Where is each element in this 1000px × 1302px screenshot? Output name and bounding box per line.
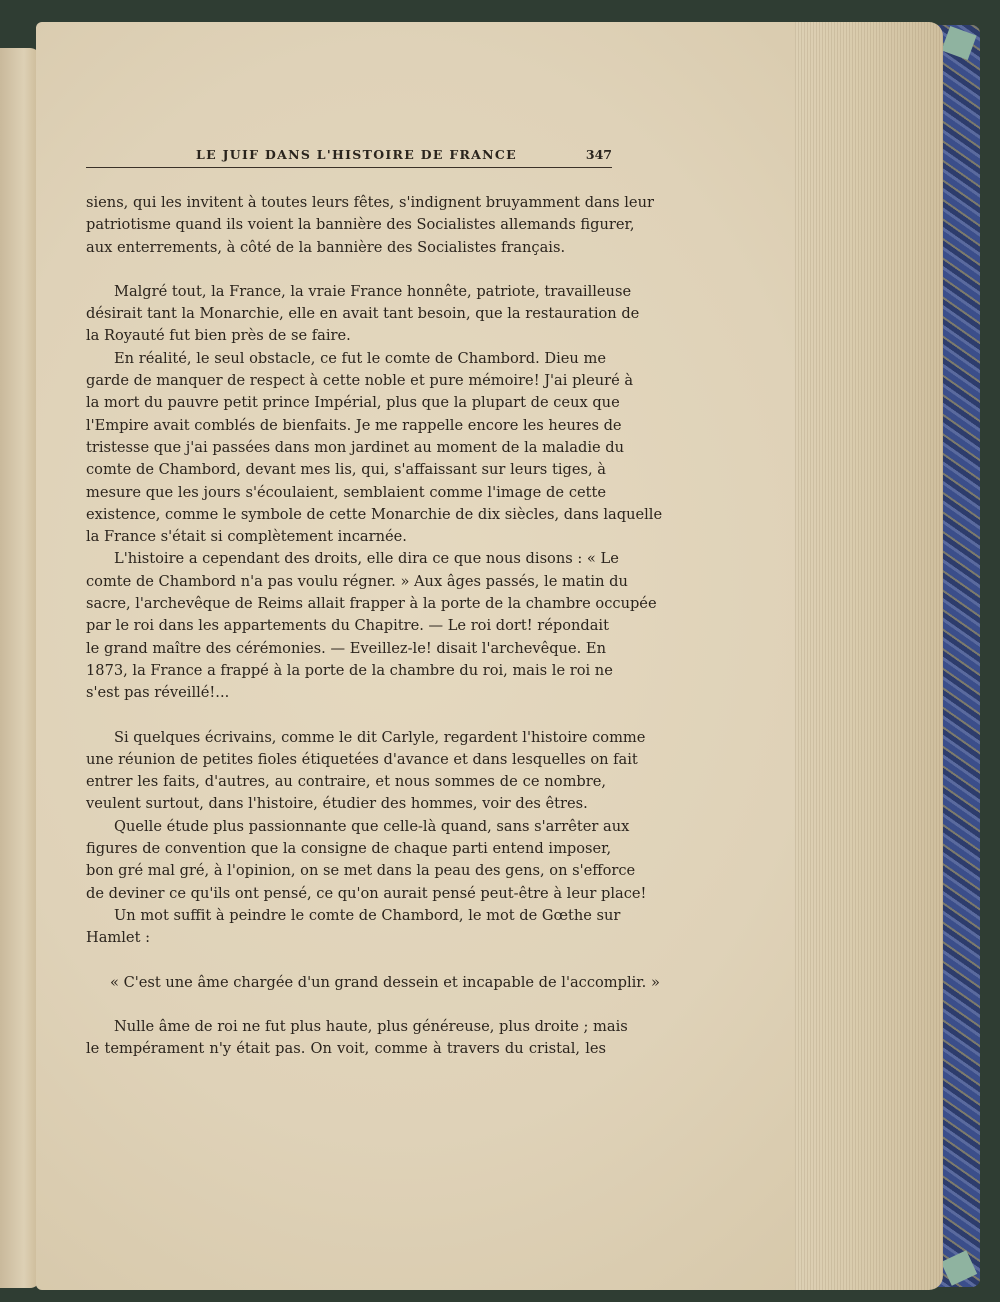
text-line: la Royauté fut bien près de se faire. [86,327,351,345]
text-line: de deviner ce qu'ils ont pensé, ce qu'on aurait pensé peut-être à leur place! [86,884,647,902]
text-line: la France s'était si complètement incarnée. [86,528,407,546]
text-line: figures de convention que la consigne de chaque parti entend imposer, [86,840,612,858]
text-line: le grand maître des cérémonies. — Eveillez-le! disait l'archevêque. En [86,639,606,657]
text-line: par le roi dans les appartements du Chapitre. — Le roi dort! répondait [86,617,609,635]
text-line: veulent surtout, dans l'histoire, étudier des hommes, voir des êtres. [86,795,588,813]
text-line: siens, qui les invitent à toutes leurs fêtes, s'indignent bruyamment dans leur [86,194,654,211]
text-line: Hamlet : [86,929,150,947]
text-line: Nulle âme de roi ne fut plus haute, plus généreuse, plus droite ; mais [114,1017,628,1035]
text-line: s'est pas réveillé!... [86,684,230,702]
text-line: comte de Chambord n'a pas voulu régner. » Aux âges passés, le matin du [86,572,628,590]
text-line: 1873, la France a frappé à la porte de la chambre du roi, mais le roi ne [86,661,613,679]
text-line: sacre, l'archevêque de Reims allait frapper à la porte de la chambre occupée [86,595,657,613]
text-line: l'Empire avait comblés de bienfaits. Je me rappelle encore les heures de [86,416,622,434]
text-line: Un mot suffit à peindre le comte de Chambord, le mot de Gœthe sur [114,906,621,924]
text-line: L'histoire a cependant des droits, elle dira ce que nous disons : « Le [114,550,619,568]
paragraph-gap [86,259,606,281]
text-line: Si quelques écrivains, comme le dit Carlyle, regardent l'histoire comme [114,728,646,746]
text-line: le tempérament n'y était pas. On voit, comme à travers du cristal, les [86,1040,606,1058]
text-line: Malgré tout, la France, la vraie France honnête, patriote, travailleuse [114,282,632,300]
text-line: garde de manquer de respect à cette noble et pure mémoire! J'ai pleuré à [86,372,634,390]
text-line: une réunion de petites fioles étiquetées d'avance et dans lesquelles on fait [86,750,638,768]
text-line: tristesse que j'ai passées dans mon jardinet au moment de la maladie du [86,438,625,456]
text-line: désirait tant la Monarchie, elle en avait tant besoin, que la restauration de [86,305,640,323]
paragraph-gap [86,994,606,1016]
text-line: existence, comme le symbole de cette Monarchie de dix siècles, dans laquelle [86,505,663,523]
paragraph-gap [86,950,606,972]
text-line: entrer les faits, d'autres, au contraire, et nous sommes de ce nombre, [86,773,606,791]
text-line: Quelle étude plus passionnante que celle-là quand, sans s'arrêter aux [114,817,630,835]
text-line: patriotisme quand ils voient la bannière des Socialistes allemands figurer, [86,216,635,234]
text-line: la mort du pauvre petit prince Impérial, plus que la plupart de ceux que [86,394,620,412]
facing-page-edge [0,48,40,1288]
quotation-line: « C'est une âme chargée d'un grand dessein et incapable de l'accomplir. » [110,973,660,991]
running-head [86,147,612,168]
paragraph-gap [86,705,606,727]
body-text [86,192,663,1060]
text-line: bon gré mal gré, à l'opinion, on se met dans la peau des gens, on s'efforce [86,862,636,880]
text-line: En réalité, le seul obstacle, ce fut le comte de Chambord. Dieu me [114,349,606,367]
page-number: 347 [585,147,612,162]
text-line: aux enterrements, à côté de la bannière des Socialistes français. [86,238,566,256]
page-block-edges [795,22,943,1290]
running-title: LE JUIF DANS L'HISTOIRE DE FRANCE [196,147,517,162]
text-line: mesure que les jours s'écoulaient, semblaient comme l'image de cette [86,483,606,501]
text-line: comte de Chambord, devant mes lis, qui, s'affaissant sur leurs tiges, à [86,461,606,479]
